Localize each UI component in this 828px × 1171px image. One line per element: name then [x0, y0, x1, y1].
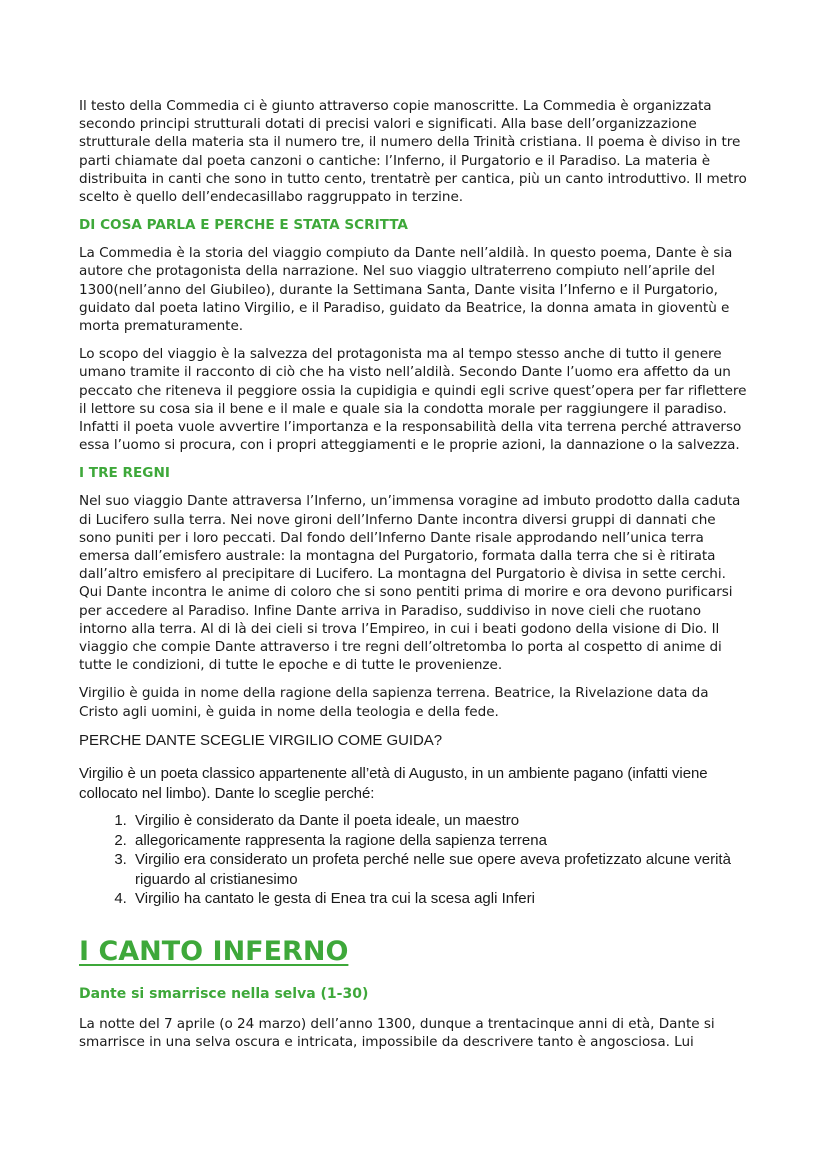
list-item: 3. Virgilio era considerato un profeta perché nelle sue opere aveva profetizzato alcune verità riguardo al cristianesimo: [131, 850, 749, 889]
canto-title: I CANTO INFERNO: [79, 935, 349, 967]
intro-paragraph: Il testo della Commedia ci è giunto attraverso copie manoscritte. La Commedia è organizzata secondo principi strutturali dotati di precisi valori e significati. Alla base dell’organizzazione strutturale della materia sta il numero tre, il numero della Trinità cristiana. Il poema è diviso in tre parti chiamate dal poeta canzoni o cantiche: l’Inferno, il Purgatorio e il Paradiso. La materia è distribuita in canti che sono in tutto cento, trentatrè per cantica, più un canto introduttivo. Il metro scelto è quello dell’endecasillabo raggruppato in terzine.: [79, 98, 747, 206]
paragraph-viaggio: La Commedia è la storia del viaggio compiuto da Dante nell’aldilà. In questo poema, Dante è sia autore che protagonista della narrazione. Nel suo viaggio ultraterreno compiuto nell’aprile del 1300(nell’anno del Giubileo), durante la Settimana Santa, Dante visita l’Inferno e il Purgatorio, guidato dal poeta latino Virgilio, e il Paradiso, guidato da Beatrice, la donna amata in gioventù e morta prematuramente.: [79, 245, 733, 335]
list-item: 4. Virgilio ha cantato le gesta di Enea tra cui la scesa agli Inferi: [131, 889, 749, 909]
reasons-list: [79, 811, 749, 909]
paragraph-scopo: Lo scopo del viaggio è la salvezza del protagonista ma al tempo stesso anche di tutto il genere umano tramite il racconto di ciò che ha visto nell’aldilà. Secondo Dante l’uomo era affetto da un peccato che riteneva il peggiore ossia la cupidigia e quindi egli scrive quest’opera per far riflettere il lettore su cosa sia il bene e il male e quale sia la condotta morale per raggiungere il paradiso. Infatti il poeta vuole avvertire l’importanza e la responsabilità della vita terrena perché attraverso essa l’uomo si procura, con i propri atteggiamenti e le proprie azioni, la dannazione o la salvezza.: [79, 346, 747, 454]
list-item: 2. allegoricamente rappresenta la ragione della sapienza terrena: [131, 831, 749, 851]
paragraph-virgilio-intro: Virgilio è un poeta classico appartenente all’età di Augusto, in un ambiente pagano (infatti viene collocato nel limbo). Dante lo sceglie perché:: [79, 765, 708, 802]
list-item: 1. Virgilio è considerato da Dante il poeta ideale, un maestro: [131, 811, 749, 831]
paragraph-guide: Virgilio è guida in nome della ragione della sapienza terrena. Beatrice, la Rivelazione data da Cristo agli uomini, è guida in nome della teologia e della fede.: [79, 685, 709, 720]
section-heading-di-cosa-parla: DI COSA PARLA E PERCHE E STATA SCRITTA: [79, 217, 408, 234]
section-heading-tre-regni: I TRE REGNI: [79, 465, 170, 482]
canto-subheading: Dante si smarrisce nella selva (1-30): [79, 985, 369, 1002]
paragraph-tre-regni: Nel suo viaggio Dante attraversa l’Inferno, un’immensa voragine ad imbuto prodotto dalla caduta di Lucifero sulla terra. Nei nove gironi dell’Inferno Dante incontra diversi gruppi di dannati che sono puniti per i loro peccati. Dal fondo dell’Inferno Dante risale approdando nell’unica terra emersa dall’emisfero australe: la montagna del Purgatorio, formata dalla terra che si è ritirata dall’altro emisfero al precipitare di Lucifero. La montagna del Purgatorio è divisa in sette cerchi. Qui Dante incontra le anime di coloro che si sono pentiti prima di morire e ora devono purificarsi per accedere al Paradiso. Infine Dante arriva in Paradiso, suddiviso in nove cieli che ruotano intorno alla terra. Al di là dei cieli si trova l’Empireo, in cui i beati godono della visione di Dio. Il viaggio che compie Dante attraverso i tre regni dell’oltretomba lo porta al cospetto di anime di tutte le condizioni, di tutte le epoche e di tutte le provenienze.: [79, 493, 741, 674]
question-virgilio: PERCHE DANTE SCEGLIE VIRGILIO COME GUIDA?: [79, 731, 443, 749]
document-page: [79, 97, 749, 1061]
paragraph-canto-start: La notte del 7 aprile (o 24 marzo) dell’anno 1300, dunque a trentacinque anni di età, Dante si smarrisce in una selva oscura e intricata, impossibile da descrivere tanto è angosciosa. Lui: [79, 1015, 715, 1051]
